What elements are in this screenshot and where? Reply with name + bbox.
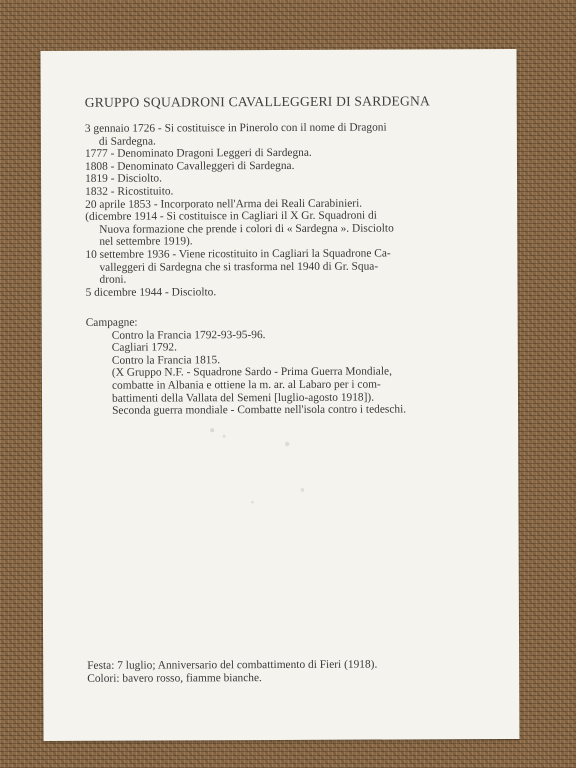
campaign-line: combatte in Albania e ottiene la m. ar. al Labaro per i com- <box>111 378 381 392</box>
colori-line: Colori: bavero rosso, fiamme bianche. <box>87 671 262 685</box>
festa-line: Festa: 7 luglio; Anniversario del combattimento di Fieri (1918). <box>87 658 378 672</box>
history-line: 10 settembre 1936 - Viene ricostituito in Cagliari la Squadrone Ca- <box>85 247 391 261</box>
history-line: valleggeri di Sardegna che si trasforma nel 1940 di Gr. Squa- <box>99 260 379 274</box>
history-line: nel settembre 1919). <box>99 235 193 249</box>
history-line: 3 gennaio 1726 - Si costituisce in Pinerolo con il nome di Dragoni <box>84 121 387 135</box>
history-line: 5 dicembre 1944 - Disciolto. <box>85 285 217 299</box>
history-line: droni. <box>99 273 127 286</box>
postcard <box>40 49 519 741</box>
campaigns-section <box>86 315 506 418</box>
campaign-line: Contro la Francia 1815. <box>111 354 221 367</box>
history-line: 1819 - Disciolto. <box>85 172 162 186</box>
history-line: (dicembre 1914 - Si costituisce in Cagliari il X Gr. Squadroni di <box>85 209 377 224</box>
history-line: di Sardegna. <box>98 135 156 148</box>
campaign-line: battimenti della Vallata del Semeni [luglio-agosto 1918]). <box>111 391 375 405</box>
history-line: 1777 - Denominato Dragoni Leggeri di Sardegna. <box>84 147 312 161</box>
campaign-line: Cagliari 1792. <box>111 341 177 354</box>
paper-stains <box>192 410 332 521</box>
campaigns-heading: Campagne: <box>85 316 138 329</box>
campaign-line: (X Gruppo N.F. - Squadrone Sardo - Prima Guerra Mondiale, <box>111 365 392 380</box>
page-title: GRUPPO SQUADRONI CAVALLEGGERI DI SARDEGNA <box>84 93 431 110</box>
history-line: Nuova formazione che prende i colori di « Sardegna ». Disciolto <box>99 222 394 236</box>
campaign-line: Seconda guerra mondiale - Combatte nell'isola contro i tedeschi. <box>112 403 407 417</box>
history-line: 20 aprile 1853 - Incorporato nell'Arma dei Reali Carabinieri. <box>85 197 363 211</box>
campaign-line: Contro la Francia 1792-93-95-96. <box>111 328 266 342</box>
history-list <box>85 121 506 299</box>
history-line: 1832 - Ricostituito. <box>85 185 174 198</box>
footer-section <box>87 658 507 685</box>
history-line: 1808 - Denominato Cavalleggeri di Sardegna. <box>84 159 295 173</box>
